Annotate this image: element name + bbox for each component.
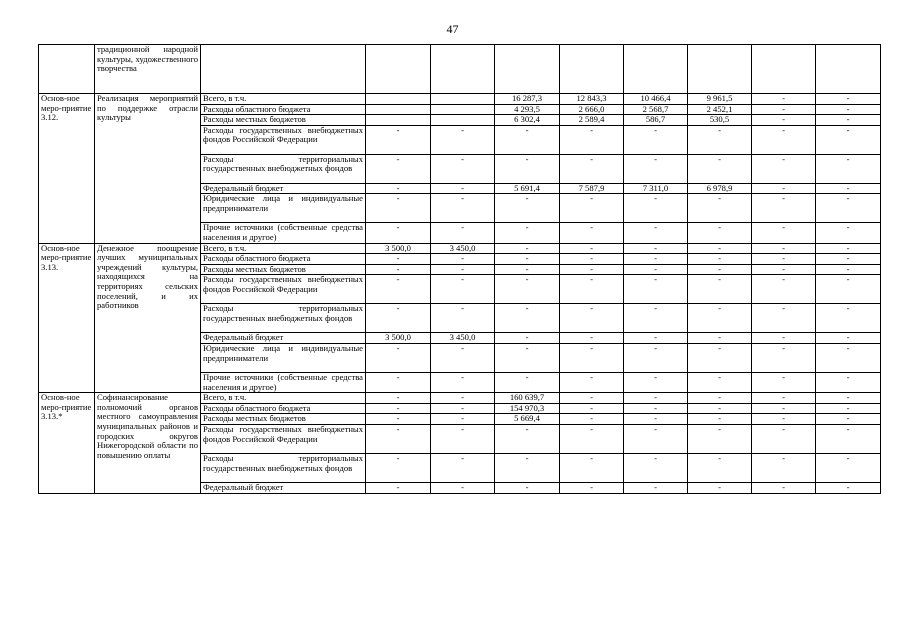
funding-source-cell: Расходы государственных внебюджетных фондов Российской Федерации [201, 275, 366, 304]
value-cell: - [560, 424, 624, 453]
value-cell: - [366, 194, 431, 223]
table-row-continuation [39, 45, 881, 94]
value-cell: - [560, 343, 624, 372]
value-cell: - [816, 125, 881, 154]
funding-source-cell: Расходы местных бюджетов [201, 414, 366, 425]
value-cell [366, 94, 431, 105]
value-cell: - [752, 94, 816, 105]
value-cell: - [624, 333, 688, 344]
value-cell: - [560, 304, 624, 333]
value-cell: - [366, 393, 431, 404]
funding-source-cell: Федеральный бюджет [201, 482, 366, 493]
value-cell: - [752, 243, 816, 254]
value-cell: - [752, 393, 816, 404]
value-cell: - [560, 414, 624, 425]
event-name-cell: Денежное поощрение лучших муниципальных учреждений культуры, находящихся на территориях сельских поселений, и их работников [95, 243, 201, 393]
table-row [39, 94, 881, 105]
value-cell: - [816, 104, 881, 115]
value-cell: - [816, 223, 881, 243]
value-cell: - [752, 254, 816, 265]
funding-source-cell: Юридические лица и индивидуальные предприниматели [201, 343, 366, 372]
empty-cell [495, 45, 560, 94]
value-cell: 586,7 [624, 115, 688, 126]
value-cell: 16 287,3 [495, 94, 560, 105]
table-row [39, 393, 881, 404]
value-cell: - [688, 223, 752, 243]
value-cell: - [624, 243, 688, 254]
value-cell: - [688, 343, 752, 372]
event-code-cell [39, 45, 95, 94]
funding-source-cell: Федеральный бюджет [201, 183, 366, 194]
value-cell: - [495, 424, 560, 453]
value-cell: - [816, 254, 881, 265]
value-cell: 12 843,3 [560, 94, 624, 105]
value-cell: 3 500,0 [366, 333, 431, 344]
page-number: 47 [446, 22, 459, 36]
value-cell: - [560, 453, 624, 482]
value-cell: - [560, 254, 624, 265]
value-cell: - [688, 372, 752, 392]
value-cell: - [752, 154, 816, 183]
value-cell: - [560, 264, 624, 275]
value-cell: - [624, 343, 688, 372]
value-cell: - [495, 194, 560, 223]
value-cell: - [495, 453, 560, 482]
value-cell: - [752, 194, 816, 223]
value-cell: - [560, 243, 624, 254]
value-cell: 160 639,7 [495, 393, 560, 404]
value-cell: 7 587,9 [560, 183, 624, 194]
value-cell: - [816, 403, 881, 414]
value-cell: 6 302,4 [495, 115, 560, 126]
value-cell: - [495, 275, 560, 304]
value-cell: - [752, 343, 816, 372]
value-cell: - [431, 393, 495, 404]
value-cell: 3 500,0 [366, 243, 431, 254]
value-cell: - [816, 453, 881, 482]
value-cell: - [495, 333, 560, 344]
value-cell: - [431, 343, 495, 372]
funding-source-cell: Расходы территориальных государственных внебюджетных фондов [201, 154, 366, 183]
value-cell: - [816, 264, 881, 275]
value-cell [431, 94, 495, 105]
funding-source-cell: Расходы государственных внебюджетных фондов Российской Федерации [201, 424, 366, 453]
value-cell: - [688, 243, 752, 254]
event-name-cell: Софинансирование полномочий органов местного самоуправления муниципальных районов и городских округов Нижегородской области по повышению оплаты [95, 393, 201, 493]
value-cell: - [366, 125, 431, 154]
funding-source-cell: Расходы областного бюджета [201, 403, 366, 414]
value-cell: - [431, 414, 495, 425]
value-cell: - [431, 264, 495, 275]
value-cell: 2 568,7 [624, 104, 688, 115]
empty-cell [752, 45, 816, 94]
value-cell: - [688, 254, 752, 265]
empty-cell [366, 45, 431, 94]
value-cell: 154 970,3 [495, 403, 560, 414]
value-cell: - [624, 254, 688, 265]
value-cell: - [431, 424, 495, 453]
value-cell: - [688, 393, 752, 404]
value-cell: - [366, 223, 431, 243]
funding-source-cell: Прочие источники (собственные средства населения и другое) [201, 372, 366, 392]
value-cell: - [816, 115, 881, 126]
value-cell: - [624, 424, 688, 453]
value-cell: - [560, 393, 624, 404]
funding-source-cell: Прочие источники (собственные средства населения и другое) [201, 223, 366, 243]
value-cell: - [560, 482, 624, 493]
value-cell: - [752, 424, 816, 453]
value-cell: - [431, 254, 495, 265]
value-cell: - [560, 333, 624, 344]
value-cell: - [816, 424, 881, 453]
value-cell: - [431, 194, 495, 223]
value-cell: - [752, 223, 816, 243]
value-cell: - [816, 304, 881, 333]
value-cell: - [366, 154, 431, 183]
value-cell: 2 452,1 [688, 104, 752, 115]
value-cell: 10 466,4 [624, 94, 688, 105]
value-cell: - [366, 414, 431, 425]
value-cell: - [560, 125, 624, 154]
value-cell: - [495, 304, 560, 333]
funding-source-cell: Расходы местных бюджетов [201, 264, 366, 275]
value-cell: - [816, 414, 881, 425]
value-cell: - [688, 403, 752, 414]
value-cell: - [431, 453, 495, 482]
value-cell: - [431, 125, 495, 154]
value-cell: - [431, 482, 495, 493]
funding-source-cell: Юридические лица и индивидуальные предприниматели [201, 194, 366, 223]
value-cell: - [431, 183, 495, 194]
value-cell: 3 450,0 [431, 243, 495, 254]
value-cell: - [688, 333, 752, 344]
value-cell: - [688, 453, 752, 482]
budget-table [38, 44, 881, 494]
event-code-cell: Основ-ное меро-приятие 3.12. [39, 94, 95, 244]
value-cell: - [366, 482, 431, 493]
value-cell: - [495, 223, 560, 243]
value-cell: - [560, 154, 624, 183]
value-cell: - [624, 154, 688, 183]
value-cell: - [560, 275, 624, 304]
value-cell: - [495, 264, 560, 275]
value-cell: - [624, 223, 688, 243]
value-cell: - [816, 393, 881, 404]
value-cell: - [752, 453, 816, 482]
value-cell: - [816, 154, 881, 183]
value-cell: - [366, 343, 431, 372]
funding-source-cell: Расходы государственных внебюджетных фондов Российской Федерации [201, 125, 366, 154]
value-cell: - [495, 254, 560, 265]
value-cell: - [624, 275, 688, 304]
value-cell: - [560, 194, 624, 223]
value-cell: - [366, 275, 431, 304]
value-cell: - [752, 125, 816, 154]
value-cell: - [366, 254, 431, 265]
value-cell: - [366, 264, 431, 275]
value-cell: - [752, 304, 816, 333]
value-cell: - [495, 482, 560, 493]
funding-source-cell: Федеральный бюджет [201, 333, 366, 344]
value-cell: - [495, 154, 560, 183]
empty-cell [431, 45, 495, 94]
value-cell: - [366, 403, 431, 414]
funding-source-cell: Расходы областного бюджета [201, 104, 366, 115]
value-cell: - [752, 403, 816, 414]
funding-source-cell: Всего, в т.ч. [201, 94, 366, 105]
value-cell: - [624, 264, 688, 275]
value-cell: - [688, 194, 752, 223]
value-cell: - [624, 482, 688, 493]
value-cell: - [624, 453, 688, 482]
event-code-cell: Основ-ное меро-приятие 3.13.* [39, 393, 95, 493]
value-cell: - [688, 125, 752, 154]
value-cell: - [816, 333, 881, 344]
value-cell: 3 450,0 [431, 333, 495, 344]
value-cell: - [688, 264, 752, 275]
value-cell: - [688, 482, 752, 493]
value-cell: - [366, 453, 431, 482]
empty-cell [624, 45, 688, 94]
value-cell: 2 589,4 [560, 115, 624, 126]
value-cell: 9 961,5 [688, 94, 752, 105]
funding-source-cell: Расходы областного бюджета [201, 254, 366, 265]
value-cell: - [495, 125, 560, 154]
value-cell: - [366, 372, 431, 392]
value-cell: 530,5 [688, 115, 752, 126]
value-cell: - [366, 183, 431, 194]
value-cell: - [366, 304, 431, 333]
value-cell: - [624, 414, 688, 425]
value-cell [366, 104, 431, 115]
value-cell: - [560, 403, 624, 414]
value-cell: - [816, 94, 881, 105]
value-cell: - [624, 125, 688, 154]
value-cell: - [816, 194, 881, 223]
value-cell: - [560, 223, 624, 243]
event-code-cell: Основ-ное меро-приятие 3.13. [39, 243, 95, 393]
value-cell [431, 104, 495, 115]
empty-cell [816, 45, 881, 94]
value-cell: - [752, 104, 816, 115]
value-cell: 5 691,4 [495, 183, 560, 194]
funding-source-cell: Расходы территориальных государственных внебюджетных фондов [201, 304, 366, 333]
value-cell: - [816, 343, 881, 372]
empty-cell [201, 45, 366, 94]
value-cell: - [688, 275, 752, 304]
value-cell: - [816, 183, 881, 194]
value-cell: - [431, 154, 495, 183]
value-cell: - [624, 372, 688, 392]
value-cell: - [495, 372, 560, 392]
value-cell: - [495, 343, 560, 372]
value-cell: - [624, 194, 688, 223]
value-cell: - [624, 304, 688, 333]
value-cell: - [752, 482, 816, 493]
value-cell: - [688, 154, 752, 183]
value-cell: 2 666,0 [560, 104, 624, 115]
value-cell: - [688, 414, 752, 425]
event-name-cell: Реализация мероприятий по поддержке отрасли культуры [95, 94, 201, 244]
value-cell: - [752, 264, 816, 275]
empty-cell [688, 45, 752, 94]
value-cell: 6 978,9 [688, 183, 752, 194]
value-cell: - [816, 482, 881, 493]
value-cell: - [816, 243, 881, 254]
value-cell: - [752, 372, 816, 392]
funding-source-cell: Всего, в т.ч. [201, 393, 366, 404]
value-cell: - [752, 333, 816, 344]
value-cell: - [366, 424, 431, 453]
funding-source-cell: Всего, в т.ч. [201, 243, 366, 254]
empty-cell [560, 45, 624, 94]
value-cell: - [752, 115, 816, 126]
value-cell: - [495, 243, 560, 254]
value-cell: - [624, 393, 688, 404]
value-cell: - [431, 223, 495, 243]
value-cell: - [752, 275, 816, 304]
table-row [39, 243, 881, 254]
value-cell: - [688, 424, 752, 453]
value-cell: - [816, 275, 881, 304]
value-cell: - [624, 403, 688, 414]
value-cell: - [560, 372, 624, 392]
value-cell: 7 311,0 [624, 183, 688, 194]
value-cell: - [688, 304, 752, 333]
value-cell [366, 115, 431, 126]
value-cell: - [431, 275, 495, 304]
value-cell [431, 115, 495, 126]
funding-source-cell: Расходы местных бюджетов [201, 115, 366, 126]
value-cell: - [752, 414, 816, 425]
funding-source-cell: Расходы территориальных государственных внебюджетных фондов [201, 453, 366, 482]
value-cell: - [431, 372, 495, 392]
value-cell: 4 293,5 [495, 104, 560, 115]
value-cell: - [431, 403, 495, 414]
value-cell: 5 669,4 [495, 414, 560, 425]
value-cell: - [752, 183, 816, 194]
event-name-cell: традиционной народной культуры, художественного творчества [95, 45, 201, 94]
value-cell: - [816, 372, 881, 392]
value-cell: - [431, 304, 495, 333]
